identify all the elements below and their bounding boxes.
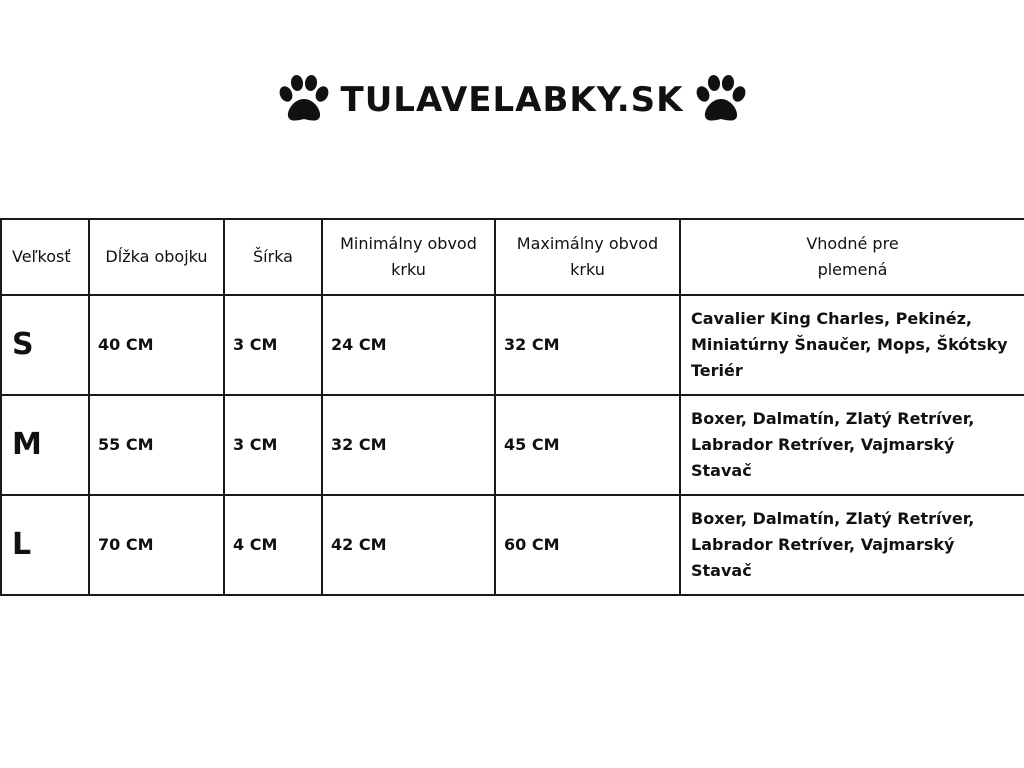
header-min-neck bbox=[322, 219, 495, 295]
collar-length-cell: 70 CM bbox=[89, 495, 224, 595]
size-cell: L bbox=[1, 495, 89, 595]
size-cell: M bbox=[1, 395, 89, 495]
header-collar-length bbox=[89, 219, 224, 295]
min-neck-cell: 42 CM bbox=[322, 495, 495, 595]
header-breeds-label: Vhodné pre plemená bbox=[806, 234, 899, 279]
table-row bbox=[1, 495, 1024, 595]
width-cell: 3 CM bbox=[224, 395, 322, 495]
paw-icon bbox=[694, 74, 748, 126]
size-table bbox=[0, 218, 1024, 596]
header-size: Veľkosť bbox=[1, 219, 89, 295]
collar-length-cell: 40 CM bbox=[89, 295, 224, 395]
min-neck-cell: 24 CM bbox=[322, 295, 495, 395]
max-neck-cell: 32 CM bbox=[495, 295, 680, 395]
collar-length-cell: 55 CM bbox=[89, 395, 224, 495]
header-min-neck-label: Minimálny obvod krku bbox=[340, 234, 477, 279]
width-cell: 4 CM bbox=[224, 495, 322, 595]
max-neck-cell: 60 CM bbox=[495, 495, 680, 595]
breeds-cell: Cavalier King Charles, Pekinéz, Miniatúrny Šnaučer, Mops, Škótsky Teriér bbox=[680, 295, 1024, 395]
breeds-cell: Boxer, Dalmatín, Zlatý Retríver, Labrador Retríver, Vajmarský Stavač bbox=[680, 495, 1024, 595]
table-row bbox=[1, 395, 1024, 495]
header-max-neck bbox=[495, 219, 680, 295]
logo-text: TULAVELABKY.SK bbox=[340, 80, 684, 120]
table-row bbox=[1, 295, 1024, 395]
paw-icon bbox=[277, 74, 331, 126]
header-breeds bbox=[680, 219, 1024, 295]
header-max-neck-label: Maximálny obvod krku bbox=[516, 234, 659, 279]
size-cell: S bbox=[1, 295, 89, 395]
header-collar-length-label: Dĺžka obojku bbox=[105, 247, 208, 266]
min-neck-cell: 32 CM bbox=[322, 395, 495, 495]
max-neck-cell: 45 CM bbox=[495, 395, 680, 495]
logo bbox=[0, 70, 1024, 130]
breeds-cell: Boxer, Dalmatín, Zlatý Retríver, Labrador Retríver, Vajmarský Stavač bbox=[680, 395, 1024, 495]
table-header-row bbox=[1, 219, 1024, 295]
header-width: Šírka bbox=[224, 219, 322, 295]
width-cell: 3 CM bbox=[224, 295, 322, 395]
